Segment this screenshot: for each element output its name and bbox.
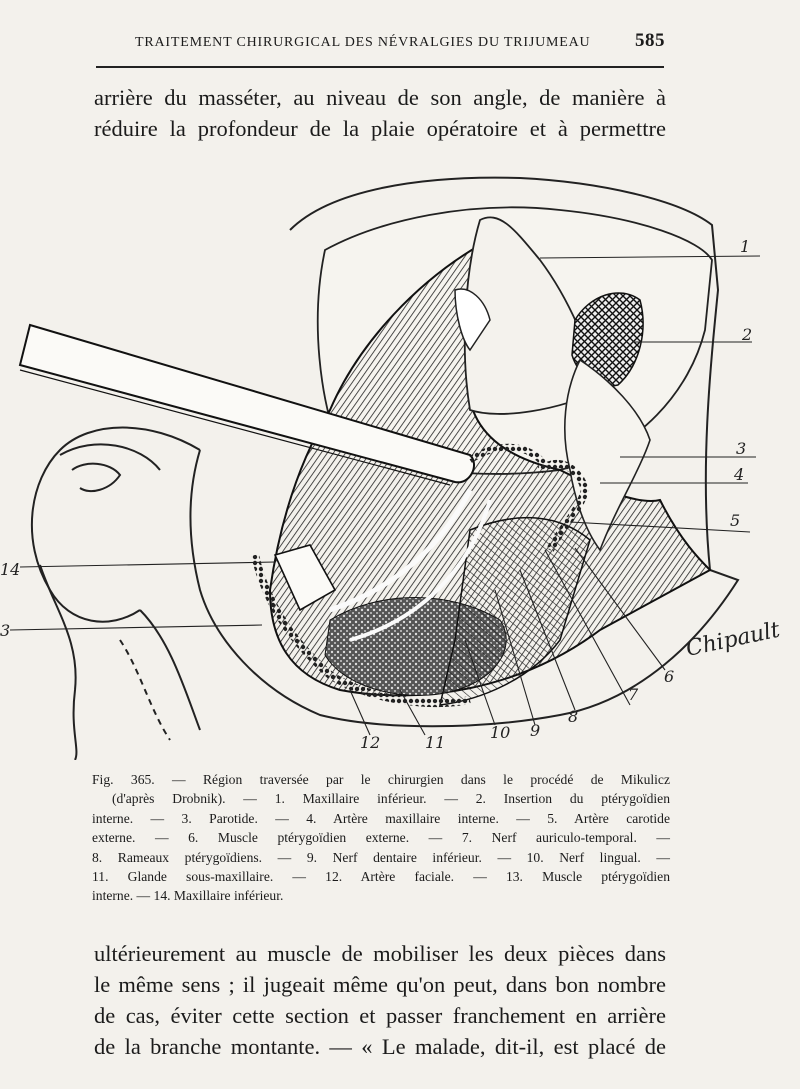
text-line: le même sens ; il jugeait même qu'on peut, dans bon nombre (94, 972, 666, 997)
figure-label: 3 (736, 439, 747, 458)
figure-label: 3 (0, 621, 11, 640)
caption-line: interne. — 14. Maxillaire inférieur. (92, 888, 284, 904)
body-text-top (94, 82, 666, 144)
header-rule (96, 66, 664, 68)
figure-caption (92, 770, 670, 906)
text-line: ultérieurement au muscle de mobiliser les deux pièces dans (94, 941, 666, 966)
page-number: 585 (635, 30, 665, 51)
figure-label: 7 (628, 685, 639, 704)
running-title: TRAITEMENT CHIRURGICAL DES NÉVRALGIES DU TRIJUMEAU (135, 35, 591, 50)
running-head (135, 30, 665, 52)
figure-label: 10 (490, 723, 511, 742)
body-text-bottom (94, 938, 666, 1062)
figure-label: 14 (0, 560, 21, 579)
caption-line: 11. Glande sous-maxillaire. — 12. Artère faciale. — 13. Muscle ptérygoïdien (92, 869, 670, 885)
caption-line: 8. Rameaux ptérygoïdiens. — 9. Nerf dentaire inférieur. — 10. Nerf lingual. — (92, 849, 670, 865)
caption-line: externe. — 6. Muscle ptérygoïdien externe. — 7. Nerf auriculo-temporal. — (92, 830, 670, 846)
figure-label: 12 (360, 733, 381, 752)
caption-line: Fig. 365. — Région traversée par le chirurgien dans le procédé de Mikulicz (92, 772, 670, 787)
figure-label: 1 (740, 237, 751, 256)
figure-label: 5 (730, 511, 741, 530)
figure-label: 8 (568, 707, 579, 726)
anatomical-illustration (0, 170, 800, 760)
figure-label: 11 (425, 733, 446, 752)
figure-label: 4 (734, 465, 745, 484)
figure-label: 6 (664, 667, 675, 686)
text-line: de cas, éviter cette section et passer franchement en arrière (94, 1003, 666, 1028)
figure-label: 9 (530, 721, 541, 740)
text-line: de la branche montante. — « Le malade, dit-il, est placé de (94, 1034, 666, 1059)
artist-signature: Chipault (683, 617, 783, 662)
figure-label: 2 (742, 325, 753, 344)
caption-line: (d'après Drobnik). — 1. Maxillaire inférieur. — 2. Insertion du ptérygoïdien (112, 791, 670, 807)
caption-line: interne. — 3. Parotide. — 4. Artère maxillaire interne. — 5. Artère carotide (92, 810, 670, 826)
text-line: réduire la profondeur de la plaie opératoire et à permettre (94, 116, 666, 141)
text-line: arrière du masséter, au niveau de son angle, de manière à (94, 85, 666, 110)
